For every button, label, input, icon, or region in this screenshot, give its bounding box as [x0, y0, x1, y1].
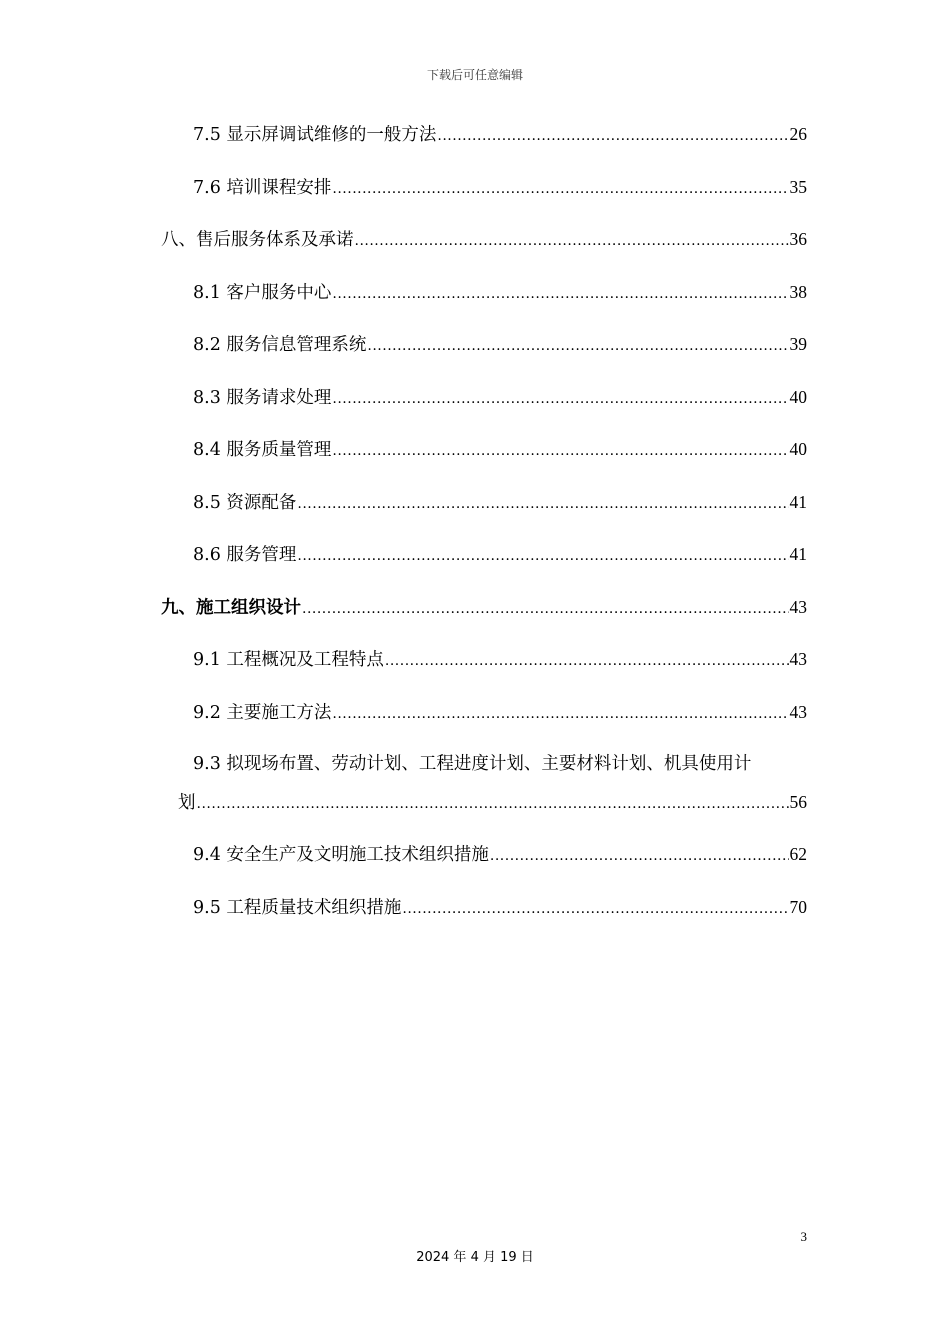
page-number: 3	[800, 1229, 807, 1244]
toc-entry-page: 70	[789, 897, 807, 917]
toc-entry-label: 9.2 主要施工方法	[193, 703, 332, 723]
toc-entry-8-4[interactable]	[193, 437, 807, 463]
toc-entry-page: 62	[789, 844, 807, 864]
toc-entry-7-6[interactable]	[193, 175, 807, 201]
toc-entry-page: 41	[789, 492, 807, 512]
page-header: 下载后可任意编辑	[426, 68, 523, 82]
toc-entry-9-1[interactable]	[193, 647, 807, 673]
toc-entry-9-4[interactable]	[193, 842, 807, 868]
toc-entry-8-1[interactable]	[193, 280, 807, 306]
toc-entry-9-2[interactable]	[193, 700, 807, 726]
toc-leader-dots	[355, 229, 789, 253]
toc-leader-dots	[332, 439, 788, 463]
toc-entry-9-5[interactable]	[193, 895, 807, 921]
toc-leader-dots	[297, 544, 788, 568]
toc-leader-dots	[402, 897, 788, 921]
toc-entry-page: 41	[789, 544, 807, 564]
toc-entry-8-6[interactable]	[193, 542, 807, 568]
toc-entry-label: 8.5 资源配备	[193, 493, 297, 513]
toc-entry-label: 8.3 服务请求处理	[193, 388, 332, 408]
toc-leader-dots	[302, 597, 789, 621]
toc-entry-page: 43	[789, 597, 807, 617]
toc-entry-chapter-9[interactable]	[161, 595, 807, 621]
toc-entry-label: 8.6 服务管理	[193, 545, 297, 565]
toc-entry-label: 九、施工组织设计	[161, 598, 301, 618]
toc-entry-page: 40	[789, 439, 807, 459]
toc-entry-page: 56	[789, 792, 807, 812]
toc-entry-label: 八、售后服务体系及承诺	[161, 230, 354, 250]
toc-leader-dots	[367, 334, 788, 358]
toc-leader-dots	[385, 649, 789, 673]
toc-leader-dots	[437, 124, 788, 148]
toc-leader-dots	[332, 702, 788, 726]
toc-entry-page: 38	[789, 282, 807, 302]
toc-entry-label: 7.5 显示屏调试维修的一般方法	[193, 125, 437, 145]
toc-entry-page: 36	[789, 229, 807, 249]
toc-entry-chapter-8[interactable]	[161, 227, 807, 253]
toc-entry-page: 26	[789, 124, 807, 144]
toc-leader-dots	[297, 492, 788, 516]
toc-entry-label: 9.4 安全生产及文明施工技术组织措施	[193, 845, 489, 865]
toc-entry-page: 40	[789, 387, 807, 407]
toc-leader-dots	[490, 844, 789, 868]
toc-entry-page: 35	[789, 177, 807, 197]
toc-entry-label: 划	[178, 793, 196, 813]
toc-entry-label: 8.2 服务信息管理系统	[193, 335, 367, 355]
toc-entry-page: 39	[789, 334, 807, 354]
toc-entry-label: 8.1 客户服务中心	[193, 283, 332, 303]
toc-entry-8-3[interactable]	[193, 385, 807, 411]
toc-leader-dots	[332, 282, 788, 306]
toc-entry-label: 9.5 工程质量技术组织措施	[193, 898, 402, 918]
toc-entry-label: 9.1 工程概况及工程特点	[193, 650, 384, 670]
toc-leader-dots	[332, 177, 788, 201]
toc-entry-label: 8.4 服务质量管理	[193, 440, 332, 460]
toc-entry-9-3[interactable]	[178, 790, 807, 816]
toc-leader-dots	[197, 792, 789, 816]
toc-entry-page: 43	[789, 649, 807, 669]
toc-entry-7-5[interactable]	[193, 122, 807, 148]
toc-entry-8-2[interactable]	[193, 332, 807, 358]
toc-entry-8-5[interactable]	[193, 490, 807, 516]
toc-leader-dots	[332, 387, 788, 411]
toc-entry-label: 7.6 培训课程安排	[193, 178, 332, 198]
toc-entry-9-3-first-line[interactable]: 9.3 拟现场布置、劳动计划、工程进度计划、主要材料计划、机具使用计	[193, 754, 752, 774]
footer-date: 2024 年 4 月 19 日	[416, 1250, 534, 1265]
toc-entry-page: 43	[789, 702, 807, 722]
